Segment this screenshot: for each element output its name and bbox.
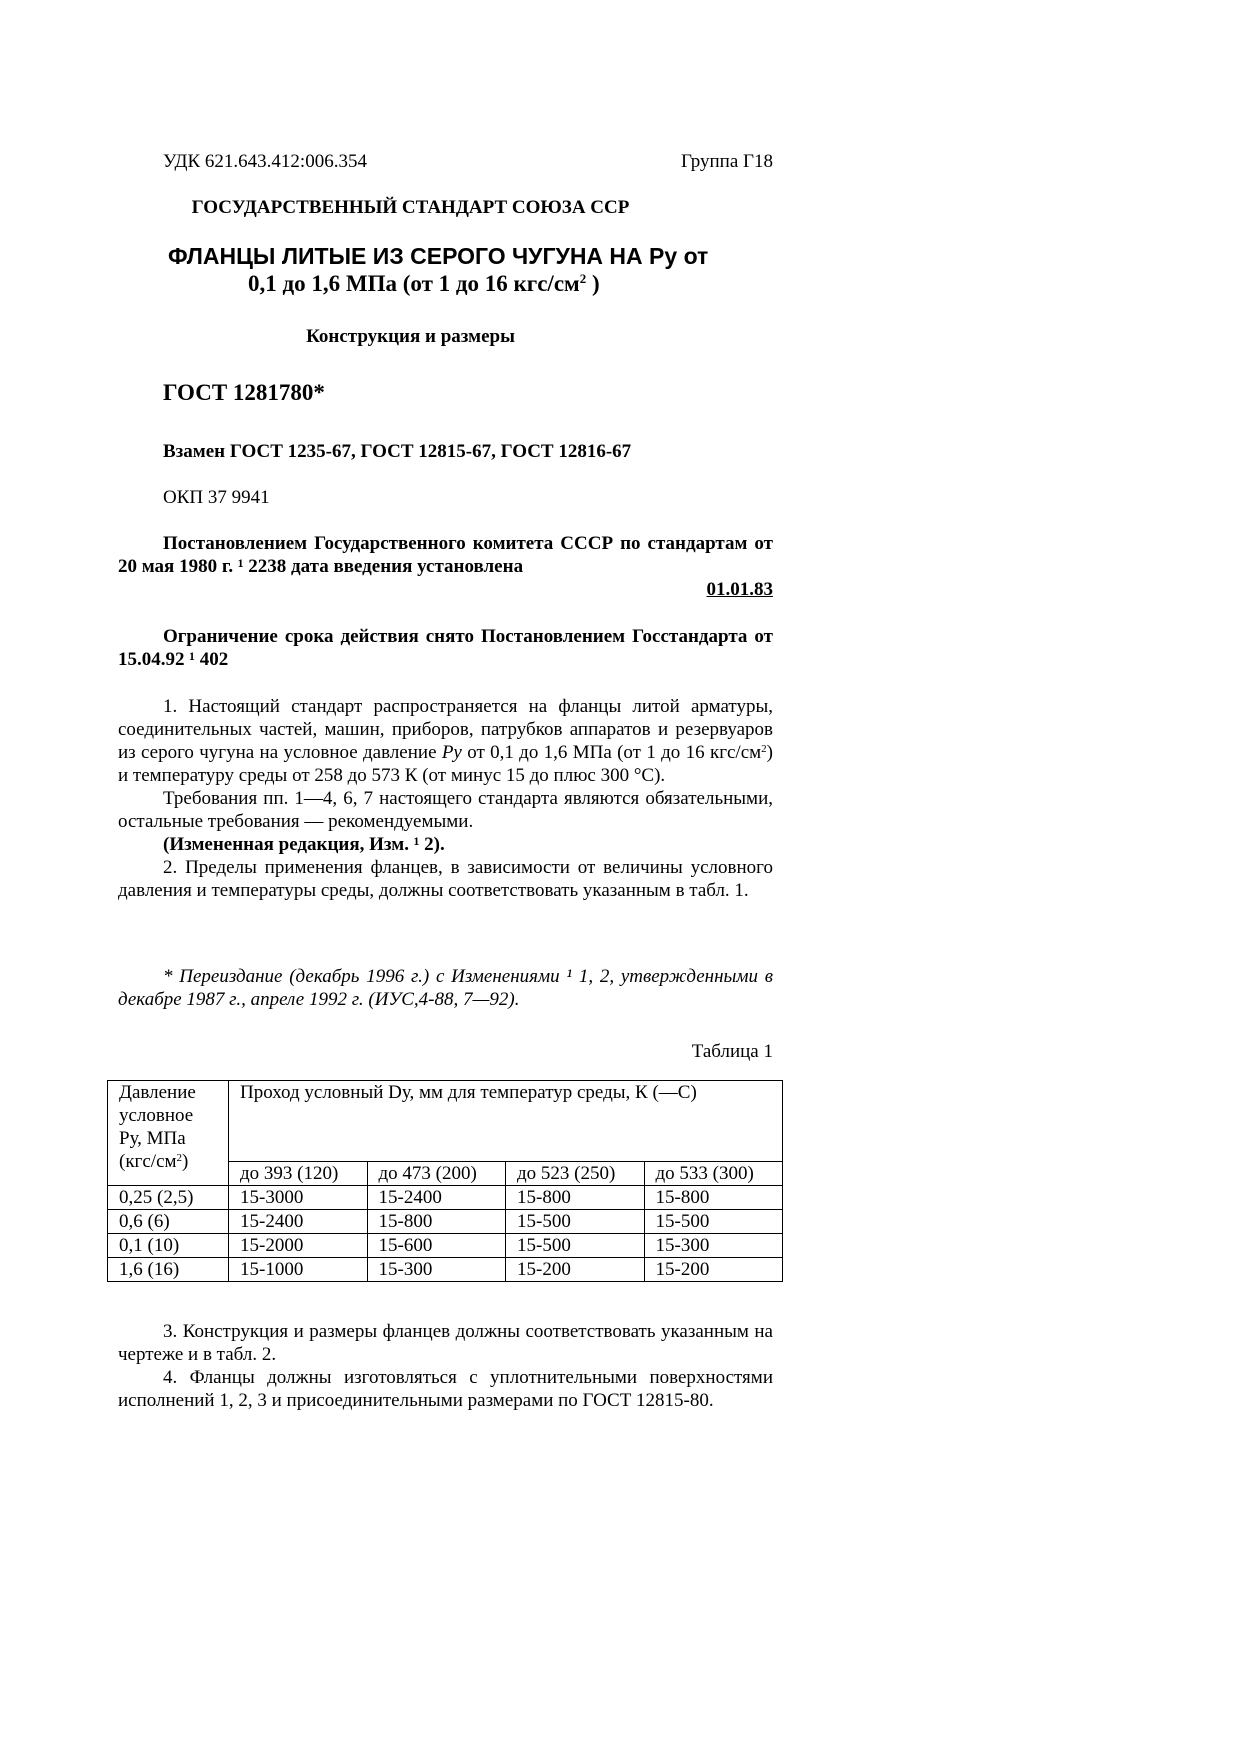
subheader-cell: до 473 (200) — [367, 1162, 506, 1186]
table-cell: 15-600 — [367, 1234, 506, 1258]
table-cell: 15-500 — [506, 1234, 645, 1258]
table-cell: 15-200 — [644, 1258, 783, 1282]
subheader-cell: до 533 (300) — [644, 1162, 783, 1186]
table-cell: 15-300 — [644, 1234, 783, 1258]
okp-code: ОКП 37 9941 — [163, 487, 270, 508]
table-row — [108, 1258, 783, 1282]
table-cell: 15-800 — [644, 1186, 783, 1210]
paragraph-2: 2. Пределы применения фланцев, в зависимости от величины условного давления и температуры среды, должны соответствовать указанным в табл. 1. — [118, 857, 773, 901]
amendment-note: (Измененная редакция, Изм. ¹ 2). — [163, 834, 445, 855]
table-cell: 0,1 (10) — [108, 1234, 229, 1258]
subheader-cell: до 523 (250) — [506, 1162, 645, 1186]
document-subtitle: Конструкция и размеры — [306, 326, 515, 347]
table-header-row — [108, 1081, 783, 1162]
gost-number: ГОСТ 1281780* — [163, 380, 325, 405]
udk-code: УДК 621.643.412:006.354 — [163, 151, 367, 172]
document-title-line1: ФЛАНЦЫ ЛИТЫЕ ИЗ СЕРОГО ЧУГУНА НА Ру от — [168, 243, 709, 269]
table-row — [108, 1186, 783, 1210]
subheader-cell: до 393 (120) — [229, 1162, 368, 1186]
body-section-after-table — [118, 1320, 773, 1412]
header-pressure: Давление условное Ру, МПа $(кгс/см^2)$ — [108, 1081, 229, 1186]
table-cell: 0,25 (2,5) — [108, 1186, 229, 1210]
table-caption: Таблица 1 — [691, 1041, 773, 1062]
table-cell: 15-2400 — [367, 1186, 506, 1210]
table-cell: 15-1000 — [229, 1258, 368, 1282]
decree-text: Постановлением Государственного комитета СССР по стандартам от 20 мая 1980 г. ¹ 2238 дата введения установлена — [118, 533, 773, 577]
paragraph-3: 3. Конструкция и размеры фланцев должны соответствовать указанным на чертеже и в табл. 2. — [118, 1321, 773, 1365]
decree-block — [118, 532, 773, 601]
table-cell: 15-800 — [367, 1210, 506, 1234]
table-row — [108, 1234, 783, 1258]
pressure-table — [107, 1080, 783, 1282]
table-cell: 15-800 — [506, 1186, 645, 1210]
paragraph-requirements: Требования пп. 1—4, 6, 7 настоящего стандарта являются обязательными, остальные требования — рекомендуемыми. — [118, 788, 773, 832]
document-title-line2: 0,1 до 1,6 МПа (от 1 до 16 кгс/$см^2$ ) — [248, 271, 600, 296]
footnote: * Переиздание (декабрь 1996 г.) с Изменениями ¹ 1, 2, утвержденными в декабре 1987 г., апреле 1992 г. (ИУС,4-88, 7—92). — [118, 966, 773, 1010]
group-code: Группа Г18 — [680, 151, 773, 172]
table-cell: 15-500 — [506, 1210, 645, 1234]
table-cell: 15-2400 — [229, 1210, 368, 1234]
table-cell: 1,6 (16) — [108, 1258, 229, 1282]
state-standard-heading: ГОСУДАРСТВЕННЫЙ СТАНДАРТ СОЮЗА ССР — [191, 197, 630, 218]
replacement-note: Взамен ГОСТ 1235-67, ГОСТ 12815-67, ГОСТ 12816-67 — [163, 441, 632, 462]
table-cell: 15-3000 — [229, 1186, 368, 1210]
table-cell: 15-500 — [644, 1210, 783, 1234]
paragraph-1: 1. Настоящий стандарт распространяется на фланцы литой арматуры, соединительных частей, машин, приборов, патрубков аппаратов и резервуаров из серого чугуна на условное давление Ру от 0,1 до 1,6 МПа (от 1 до 16 кгс/$см^2$) и температуру среды от 258 до 573 К (от минус 15 до плюс 300 °С). — [118, 696, 773, 786]
paragraph-4: 4. Фланцы должны изготовляться с уплотнительными поверхностями исполнений 1, 2, 3 и присоединительными размерами по ГОСТ 12815-80. — [118, 1367, 773, 1411]
table-cell: 0,6 (6) — [108, 1210, 229, 1234]
table-cell: 15-2000 — [229, 1234, 368, 1258]
decree-date: 01.01.83 — [706, 579, 773, 600]
header-passage: Проход условный Dу, мм для температур среды, К (—С) — [229, 1081, 783, 1162]
table-row — [108, 1210, 783, 1234]
body-section — [118, 695, 773, 902]
limitation-note: Ограничение срока действия снято Постановлением Госстандарта от 15.04.92 ¹ 402 — [118, 626, 773, 670]
table-cell: 15-300 — [367, 1258, 506, 1282]
table-cell: 15-200 — [506, 1258, 645, 1282]
